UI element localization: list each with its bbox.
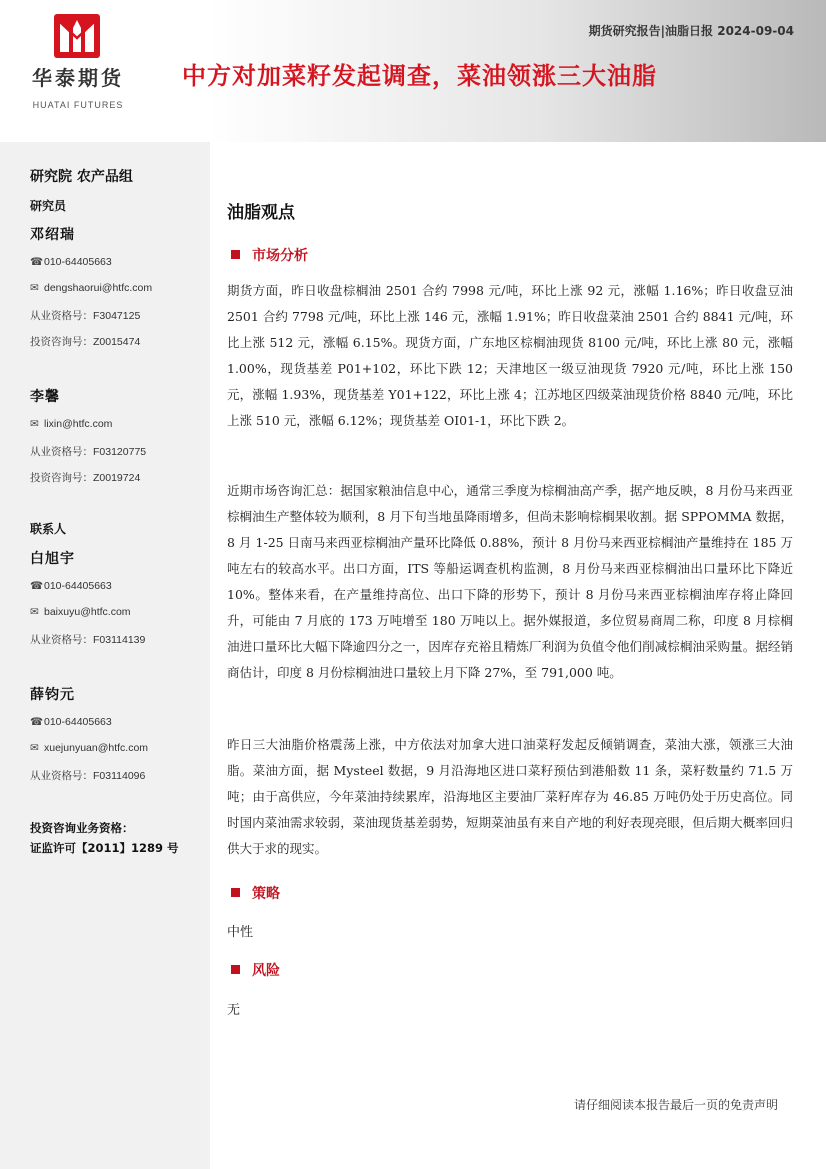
logo-text-en: HUATAI FUTURES bbox=[32, 100, 124, 110]
risk-heading: 风险 bbox=[231, 960, 280, 980]
researcher-qualification: 从业资格号：F03120775 bbox=[30, 446, 147, 458]
researcher-phone: ☎010-64405663 bbox=[30, 256, 112, 268]
researcher-name: 邓绍瑞 bbox=[30, 227, 75, 243]
contact-email[interactable]: ✉ xuejunyuan@htfc.com bbox=[30, 742, 149, 754]
business-qualification: 投资咨询业务资格： 证监许可【2011】1289 号 bbox=[30, 821, 179, 855]
huatai-logo-icon bbox=[54, 14, 100, 58]
section-title: 油脂观点 bbox=[227, 203, 295, 223]
email-icon: ✉ bbox=[30, 606, 39, 618]
strategy-heading: 策略 bbox=[231, 883, 280, 903]
contact-qualification: 从业资格号：F03114096 bbox=[30, 770, 146, 782]
page-title: 中方对加菜籽发起调查，菜油领涨三大油脂 bbox=[182, 62, 657, 90]
contact-email[interactable]: ✉ baixuyu@htfc.com bbox=[30, 606, 131, 618]
contact-name: 白旭宇 bbox=[30, 551, 75, 567]
disclaimer-note: 请仔细阅读本报告最后一页的免责声明 bbox=[573, 1098, 778, 1112]
researcher-email[interactable]: ✉ dengshaorui@htfc.com bbox=[30, 282, 153, 294]
phone-icon: ☎ bbox=[30, 256, 44, 268]
researcher-qualification: 从业资格号：F3047125 bbox=[30, 310, 141, 322]
report-header bbox=[0, 0, 826, 142]
risk-value: 无 bbox=[227, 1003, 241, 1018]
author-sidebar bbox=[0, 142, 210, 1169]
square-bullet-icon bbox=[231, 250, 240, 259]
square-bullet-icon bbox=[231, 965, 240, 974]
email-icon: ✉ bbox=[30, 418, 39, 430]
paragraph-market-news: 近期市场咨询汇总：据国家粮油信息中心，通常三季度为棕榈油高产季，据产地反映，8 月份马来西亚棕榈油生产整体较为顺利，8 月下旬当地虽降雨增多，但尚未影响棕榈果收割。据 SPPOMMA 数据，8 月 1-25 日南马来西亚棕榈油产量环比降低 0.88%，预计 8 月份马来西亚棕榈油产量维持在 185 万吨左右的较高水平。出口方面，ITS 等船运调查机构监测，8 月份马来西亚棕榈油出口量环比下降近 10%。整体来看，在产量维持高位、出口下降的形势下，预计 8 月份马来西亚棕榈油库存将止降回升，可能由 7 月底的 173 万吨增至 180 万吨以上。据外媒报道，多位贸易商周二称，印度 8 月棕榈油进口量环比大幅下降逾四分之一，因库存充裕且精炼厂利润为负值令他们削减棕榈油采购量。据经销商估计，印度 8 月份棕榈油进口量较上月下降 27%，至 791,000 吨。 bbox=[227, 483, 793, 680]
logo-text-cn: 华泰期货 bbox=[32, 66, 124, 90]
department: 研究院 农产品组 bbox=[30, 169, 133, 185]
strategy-value: 中性 bbox=[227, 925, 254, 940]
researcher-invest-number: 投资咨询号：Z0015474 bbox=[30, 336, 141, 348]
email-icon: ✉ bbox=[30, 282, 39, 294]
contact-label: 联系人 bbox=[30, 522, 67, 536]
researcher-email[interactable]: ✉ lixin@htfc.com bbox=[30, 418, 113, 430]
company-logo bbox=[28, 14, 128, 114]
researcher-label: 研究员 bbox=[30, 199, 67, 213]
square-bullet-icon bbox=[231, 888, 240, 897]
contact-name: 薛钧元 bbox=[30, 687, 75, 703]
contact-phone: ☎010-64405663 bbox=[30, 716, 112, 728]
phone-icon: ☎ bbox=[30, 580, 44, 592]
researcher-invest-number: 投资咨询号：Z0019724 bbox=[30, 472, 141, 484]
contact-qualification: 从业资格号：F03114139 bbox=[30, 634, 146, 646]
email-icon: ✉ bbox=[30, 742, 39, 754]
contact-phone: ☎010-64405663 bbox=[30, 580, 112, 592]
paragraph-rapeseed: 昨日三大油脂价格震荡上涨，中方依法对加拿大进口油菜籽发起反倾销调查，菜油大涨，领涨三大油脂。菜油方面，据 Mysteel 数据，9 月沿海地区进口菜籽预估到港船数 11 条，菜籽数量约 71.5 万吨；由于高供应，今年菜油持续累库，沿海地区主要油厂菜籽库存为 46.85 万吨仍处于历史高位。同时国内菜油需求较弱，菜油现货基差弱势，短期菜油虽有来自产地的利好表现亮眼，但后期大概率回归供大于求的现实。 bbox=[227, 737, 793, 856]
paragraph-futures-spot: 期货方面，昨日收盘棕榈油 2501 合约 7998 元/吨，环比上涨 92 元，涨幅 1.16%；昨日收盘豆油 2501 合约 7798 元/吨，环比上涨 146 元，涨幅 1.91%；昨日收盘菜油 2501 合约 8841 元/吨，环比上涨 512 元，涨幅 6.15%。现货方面，广东地区棕榈油现货 8100 元/吨，环比上涨 80 元，涨幅 1.00%，现货基差 P01+102，环比下跌 12；天津地区一级豆油现货 7920 元/吨，环比上涨 150 元，涨幅 1.93%，现货基差 Y01+122，环比上涨 4；江苏地区四级菜油现货价格 8840 元/吨，环比上涨 510 元，涨幅 6.12%；现货基差 OI01-1，环比下跌 2。 bbox=[227, 283, 793, 428]
phone-icon: ☎ bbox=[30, 716, 44, 728]
researcher-name: 李馨 bbox=[30, 389, 60, 405]
report-type: 期货研究报告|油脂日报 2024-09-04 bbox=[588, 24, 794, 38]
market-analysis-heading: 市场分析 bbox=[231, 245, 308, 265]
